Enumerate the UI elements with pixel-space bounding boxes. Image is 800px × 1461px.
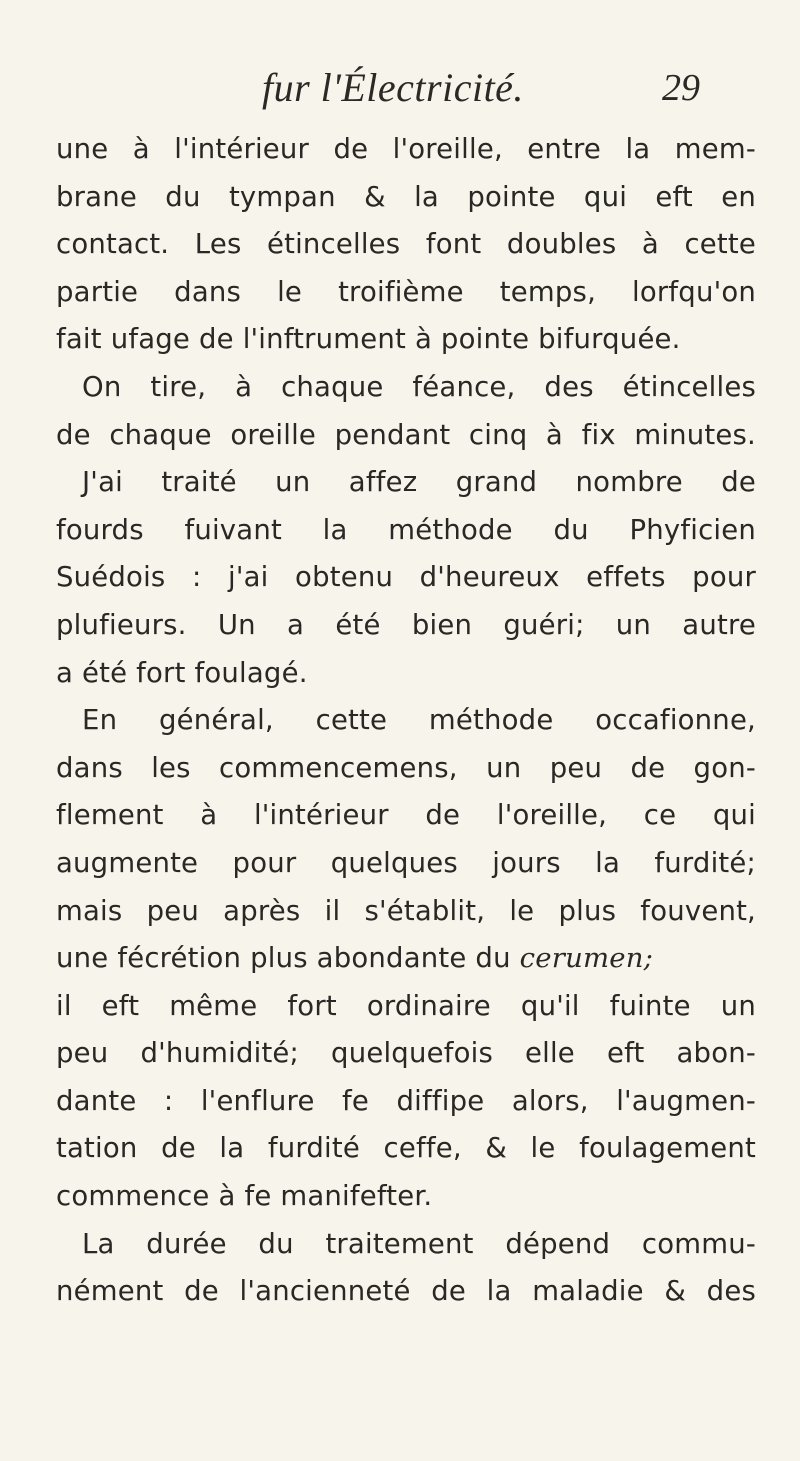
text-line: dante : l'enflure fe diffipe alors, l'augmen-	[56, 1084, 756, 1117]
running-title: fur l'Électricité.	[262, 65, 524, 110]
text-line-with-italic	[56, 935, 756, 983]
text-line: commence à fe manifefter.	[56, 1180, 433, 1213]
body-text	[56, 126, 756, 1316]
text-line: augmente pour quelques jours la furdité;	[56, 846, 756, 879]
text-segment: une fécrétion plus abondante du	[56, 942, 511, 975]
text-line: de chaque oreille pendant cinq à fix minutes.	[56, 418, 756, 451]
text-line: nément de l'ancienneté de la maladie & des	[56, 1275, 756, 1308]
running-head	[0, 64, 800, 124]
text-line: fourds fuivant la méthode du Phyficien	[56, 513, 756, 546]
text-line: mais peu après il s'établit, le plus fouvent,	[56, 894, 756, 927]
text-line: La durée du traitement dépend commu-	[82, 1227, 756, 1260]
text-line: il eft même fort ordinaire qu'il fuinte un	[56, 989, 756, 1022]
text-line: peu d'humidité; quelquefois elle eft abon-	[56, 1037, 756, 1070]
text-line: flement à l'intérieur de l'oreille, ce qui	[56, 799, 756, 832]
text-line: plufieurs. Un a été bien guéri; un autre	[56, 608, 756, 641]
text-line: fait ufage de l'inftrument à pointe bifurquée.	[56, 323, 681, 356]
text-line: tation de la furdité ceffe, & le foulagement	[56, 1132, 756, 1165]
text-line: Suédois : j'ai obtenu d'heureux effets pour	[56, 561, 756, 594]
text-line: dans les commencemens, un peu de gon-	[56, 751, 756, 784]
text-line: J'ai traité un affez grand nombre de	[82, 466, 756, 499]
text-line: a été fort foulagé.	[56, 656, 308, 689]
text-line: contact. Les étincelles font doubles à cette	[56, 228, 756, 261]
text-line: brane du tympan & la pointe qui eft en	[56, 180, 756, 213]
text-line: une à l'intérieur de l'oreille, entre la mem-	[56, 133, 756, 165]
text-line: On tire, à chaque féance, des étincelles	[82, 370, 756, 403]
italic-term: cerumen;	[519, 942, 654, 975]
text-line: partie dans le troifième temps, lorfqu'on	[56, 275, 756, 308]
page-number: 29	[662, 67, 700, 109]
text-line: En général, cette méthode occafionne,	[82, 704, 756, 737]
